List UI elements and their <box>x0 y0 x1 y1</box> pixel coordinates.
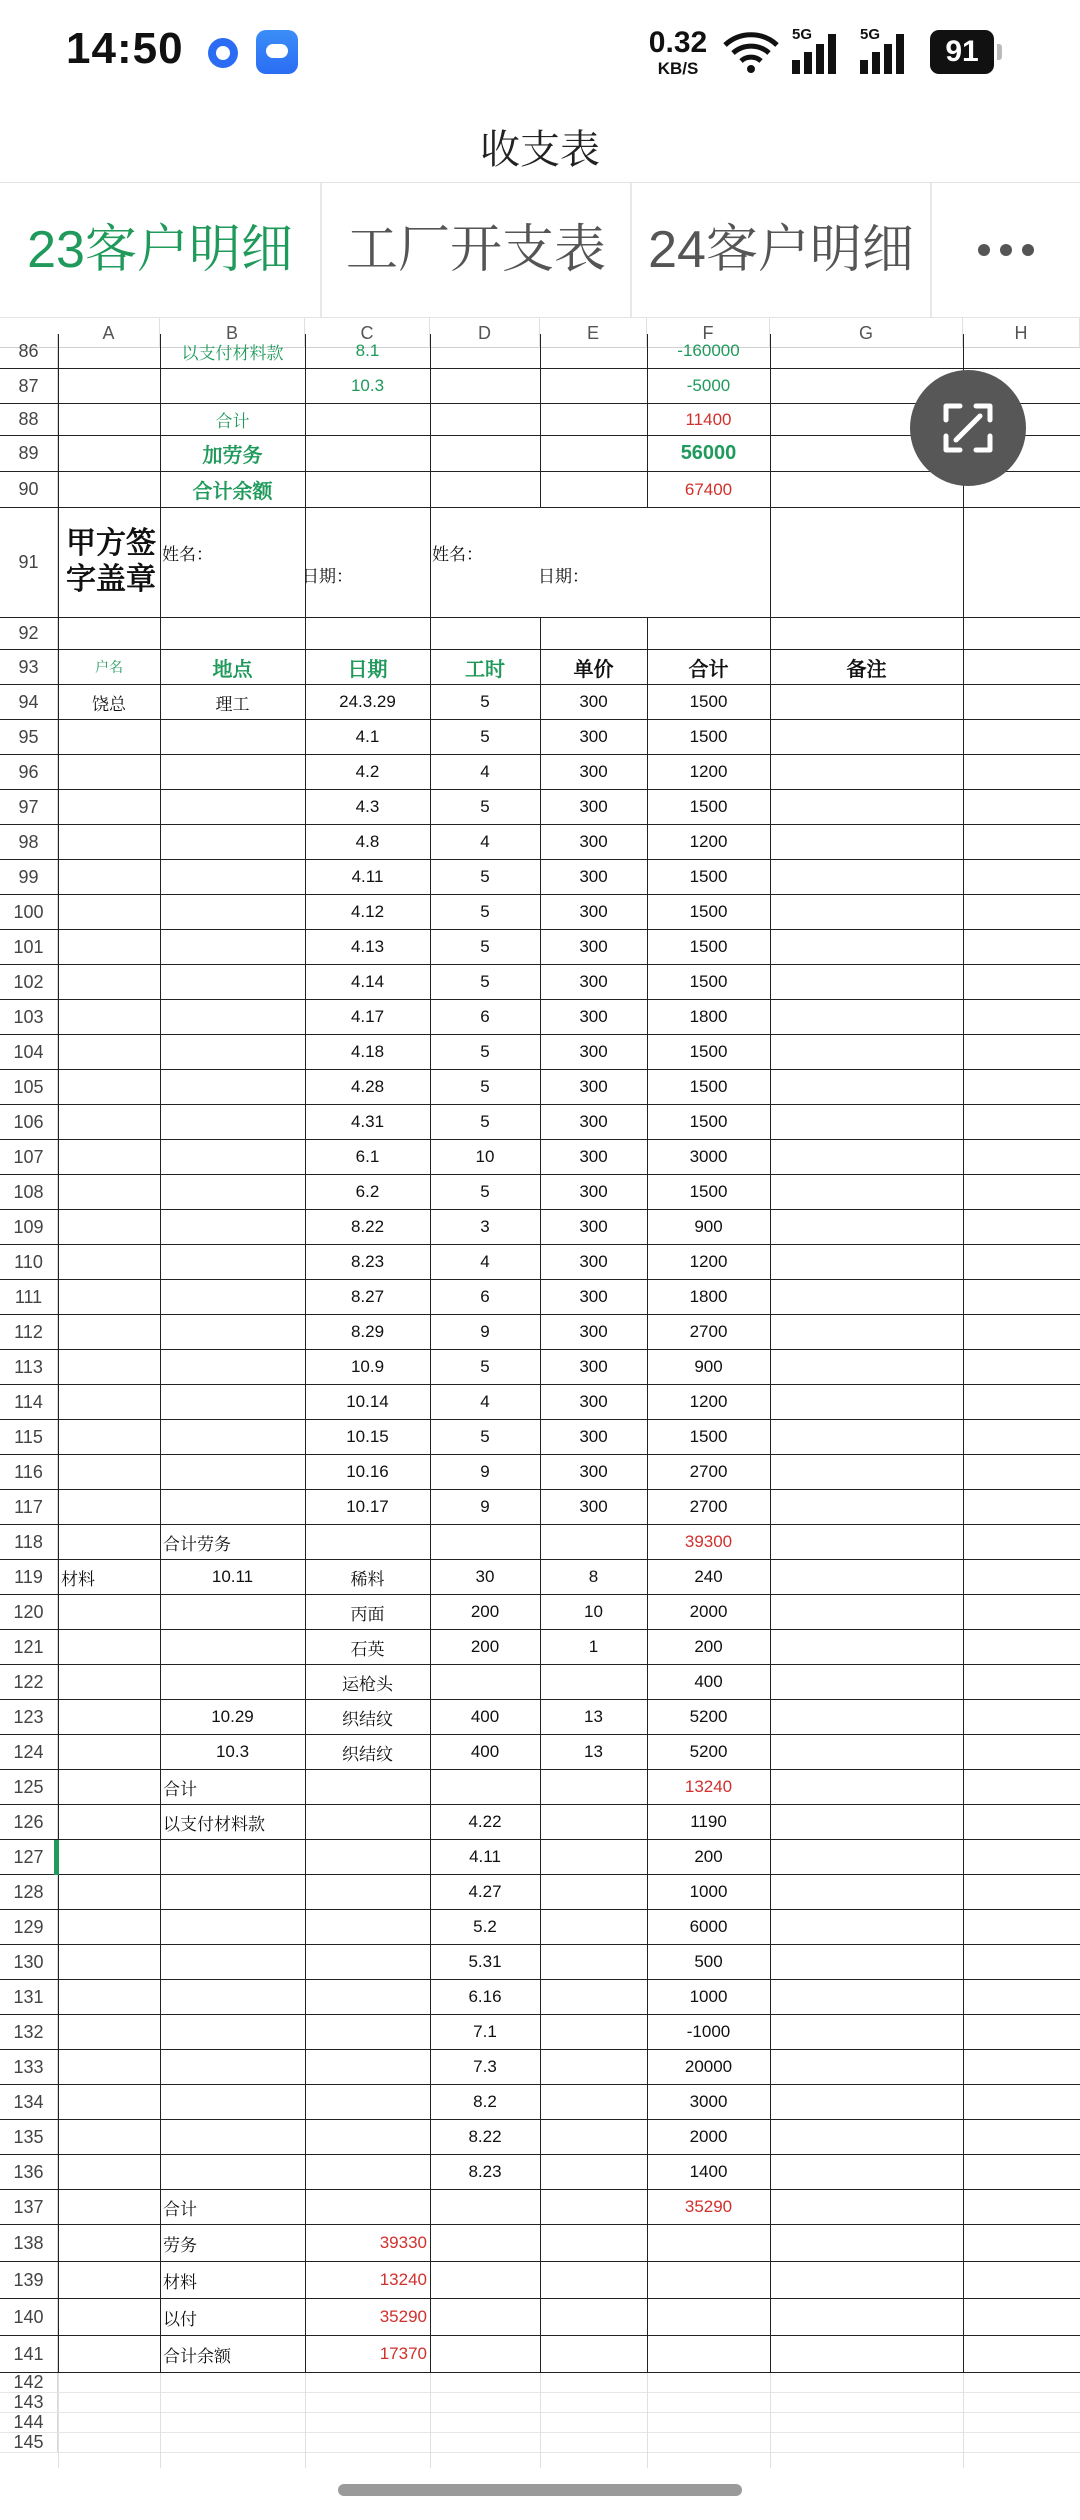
cell-d98[interactable]: 4 <box>480 832 490 851</box>
cell-e111[interactable]: 300 <box>579 1287 608 1306</box>
cell-c108[interactable]: 6.2 <box>355 1182 380 1201</box>
row-number[interactable]: 102 <box>0 965 58 999</box>
cell-f97[interactable]: 1500 <box>689 797 728 816</box>
signature-name-label: 姓名： <box>432 545 483 564</box>
status-bar <box>0 0 1080 108</box>
cell-f122[interactable]: 400 <box>694 1672 723 1691</box>
row-number[interactable]: 103 <box>0 1000 58 1034</box>
cell-c86[interactable]: 8.1 <box>355 341 380 360</box>
cell-f123[interactable]: 5200 <box>689 1707 728 1726</box>
cell-f100[interactable]: 1500 <box>689 902 728 921</box>
weather-app-icon <box>256 30 298 74</box>
row-number[interactable]: 100 <box>0 895 58 929</box>
cell-f136[interactable]: 1400 <box>689 2162 728 2181</box>
cell-a93[interactable]: 户名 <box>95 659 123 675</box>
signal-sim1-icon <box>790 26 844 74</box>
table-border <box>58 334 59 2373</box>
cell-c112[interactable]: 8.29 <box>350 1322 385 1341</box>
status-time: 14:50 <box>66 24 184 73</box>
cell-e94[interactable]: 300 <box>579 692 608 711</box>
cell-e123[interactable]: 13 <box>584 1707 603 1726</box>
row-number[interactable]: 91 <box>0 508 58 617</box>
table-border <box>305 334 306 2373</box>
cell-f128[interactable]: 1000 <box>689 1882 728 1901</box>
row-number[interactable]: 129 <box>0 1910 58 1944</box>
column-header-d[interactable]: D <box>430 318 540 348</box>
row-number[interactable]: 97 <box>0 790 58 824</box>
cell-d126[interactable]: 4.22 <box>468 1812 502 1831</box>
cell-d107[interactable]: 10 <box>475 1147 495 1166</box>
cell-f129[interactable]: 6000 <box>689 1917 728 1936</box>
cell-d119[interactable]: 30 <box>475 1567 495 1586</box>
cell-f130[interactable]: 500 <box>694 1952 723 1971</box>
row-selection-marker <box>54 1840 59 1875</box>
cell-f112[interactable]: 2700 <box>689 1322 728 1341</box>
row-number[interactable]: 88 <box>0 404 58 435</box>
row-number[interactable]: 96 <box>0 755 58 789</box>
row-number[interactable]: 133 <box>0 2050 58 2084</box>
cell-f108[interactable]: 1500 <box>689 1182 728 1201</box>
cell-e110[interactable]: 300 <box>579 1252 608 1271</box>
row-number[interactable]: 95 <box>0 720 58 754</box>
cell-d96[interactable]: 4 <box>480 762 490 781</box>
row-number[interactable]: 124 <box>0 1735 58 1769</box>
cell-f113[interactable]: 900 <box>694 1357 723 1376</box>
cell-d97[interactable]: 5 <box>480 797 490 816</box>
row-number[interactable]: 104 <box>0 1035 58 1069</box>
cell-f106[interactable]: 1500 <box>689 1112 728 1131</box>
cell-f121[interactable]: 200 <box>694 1637 723 1656</box>
cell-c121[interactable]: 石英 <box>350 1639 385 1659</box>
cell-c113[interactable]: 10.9 <box>350 1357 385 1376</box>
cell-d115[interactable]: 5 <box>480 1427 490 1446</box>
cell-b119[interactable]: 10.11 <box>211 1567 254 1586</box>
row-number[interactable]: 93 <box>0 650 58 684</box>
cell-f110[interactable]: 1200 <box>689 1252 728 1271</box>
cell-e107[interactable]: 300 <box>579 1147 608 1166</box>
cell-d133[interactable]: 7.3 <box>473 2057 497 2076</box>
cell-e102[interactable]: 300 <box>579 972 608 991</box>
row-number[interactable]: 108 <box>0 1175 58 1209</box>
cell-e109[interactable]: 300 <box>579 1217 608 1236</box>
cell-e104[interactable]: 300 <box>579 1042 608 1061</box>
cell-d128[interactable]: 4.27 <box>468 1882 502 1901</box>
cell-e112[interactable]: 300 <box>579 1322 608 1341</box>
grid-line <box>160 2373 161 2468</box>
cell-d109[interactable]: 3 <box>480 1217 490 1236</box>
cell-c117[interactable]: 10.17 <box>346 1497 389 1516</box>
cell-f109[interactable]: 900 <box>694 1217 723 1236</box>
cell-b86[interactable]: 以支付材料款 <box>181 343 284 363</box>
row-number[interactable]: 140 <box>0 2299 58 2335</box>
cell-b138[interactable]: 劳务 <box>163 2235 197 2255</box>
cell-e113[interactable]: 300 <box>579 1357 608 1376</box>
signature-label: 甲方签字盖章 <box>66 527 156 596</box>
cell-e124[interactable]: 13 <box>584 1742 603 1761</box>
cell-f125[interactable]: 13240 <box>684 1777 733 1796</box>
network-speed <box>642 28 714 77</box>
cell-d94[interactable]: 5 <box>480 692 490 711</box>
cell-c96[interactable]: 4.2 <box>355 762 380 781</box>
row-number[interactable]: 110 <box>0 1245 58 1279</box>
signal-sim2-icon <box>858 26 912 74</box>
cell-f94[interactable]: 1500 <box>689 692 728 711</box>
cell-d105[interactable]: 5 <box>480 1077 490 1096</box>
row-number[interactable]: 113 <box>0 1350 58 1384</box>
grid-line <box>963 2373 964 2468</box>
cell-b90[interactable]: 合计余额 <box>192 481 273 503</box>
row-number[interactable]: 118 <box>0 1525 58 1559</box>
table-border <box>770 334 771 2373</box>
cell-c98[interactable]: 4.8 <box>355 832 380 851</box>
cell-f93[interactable]: 合计 <box>688 658 729 681</box>
cell-f127[interactable]: 200 <box>694 1847 723 1866</box>
cell-e97[interactable]: 300 <box>579 797 608 816</box>
cell-b89[interactable]: 加劳务 <box>202 445 263 467</box>
cell-c95[interactable]: 4.1 <box>355 727 380 746</box>
column-header-h[interactable]: H <box>963 318 1080 348</box>
cell-d100[interactable]: 5 <box>480 902 490 921</box>
cell-c114[interactable]: 10.14 <box>346 1392 389 1411</box>
table-border <box>540 618 541 2373</box>
cell-e120[interactable]: 10 <box>584 1602 603 1621</box>
row-number[interactable]: 92 <box>0 618 58 649</box>
grid-line <box>305 2373 306 2468</box>
spreadsheet-grid[interactable] <box>0 318 1080 2468</box>
tab-23-customer-detail[interactable]: 23客户明细 <box>0 183 322 317</box>
battery-indicator: 91 <box>930 30 994 74</box>
cell-c104[interactable]: 4.18 <box>350 1042 385 1061</box>
table-border <box>963 334 964 2373</box>
more-icon[interactable] <box>932 183 1080 317</box>
row-number[interactable]: 112 <box>0 1315 58 1349</box>
cell-d134[interactable]: 8.2 <box>473 2092 497 2111</box>
cell-b137[interactable]: 合计 <box>163 2199 197 2219</box>
row-number[interactable]: 94 <box>0 685 58 719</box>
cell-e93[interactable]: 单价 <box>573 658 614 681</box>
row-number[interactable]: 139 <box>0 2262 58 2298</box>
row-number[interactable]: 86 <box>0 334 58 368</box>
row-number[interactable]: 141 <box>0 2336 58 2372</box>
table-border <box>647 334 648 508</box>
row-number[interactable]: 115 <box>0 1420 58 1454</box>
network-speed-value: 0.32 <box>648 26 708 59</box>
cell-f107[interactable]: 3000 <box>689 1147 728 1166</box>
cell-d120[interactable]: 200 <box>470 1602 500 1621</box>
cell-d136[interactable]: 8.23 <box>468 2162 502 2181</box>
app-notification-icon <box>208 38 238 68</box>
cell-e115[interactable]: 300 <box>579 1427 608 1446</box>
cell-c141[interactable]: 17370 <box>379 2344 427 2363</box>
cell-c99[interactable]: 4.11 <box>351 867 384 886</box>
cell-d130[interactable]: 5.31 <box>468 1952 502 1971</box>
cell-c102[interactable]: 4.14 <box>350 972 385 991</box>
cell-c105[interactable]: 4.28 <box>350 1077 385 1096</box>
column-header-b[interactable]: B <box>160 318 305 348</box>
fullscreen-button[interactable] <box>910 370 1026 486</box>
cell-d124[interactable]: 400 <box>470 1742 500 1761</box>
row-number[interactable]: 120 <box>0 1595 58 1629</box>
cell-f119[interactable]: 240 <box>694 1567 723 1586</box>
row-number[interactable]: 132 <box>0 2015 58 2049</box>
row-number[interactable]: 137 <box>0 2190 58 2224</box>
row-number[interactable]: 119 <box>0 1560 58 1594</box>
row-number[interactable]: 135 <box>0 2120 58 2154</box>
tab-24-customer-detail[interactable]: 24客户明细 <box>632 183 932 317</box>
cell-e106[interactable]: 300 <box>579 1112 608 1131</box>
row-number[interactable]: 106 <box>0 1105 58 1139</box>
cell-d132[interactable]: 7.1 <box>473 2022 497 2041</box>
row-number[interactable]: 107 <box>0 1140 58 1174</box>
cell-c97[interactable]: 4.3 <box>355 797 380 816</box>
cell-f102[interactable]: 1500 <box>689 972 728 991</box>
cell-f104[interactable]: 1500 <box>689 1042 728 1061</box>
cell-d93[interactable]: 工时 <box>465 658 505 681</box>
cell-d112[interactable]: 9 <box>480 1322 490 1341</box>
cell-c100[interactable]: 4.12 <box>350 902 385 921</box>
signature-name-label: 姓名： <box>162 545 213 564</box>
row-number[interactable]: 114 <box>0 1385 58 1419</box>
expand-icon <box>938 398 998 458</box>
cell-e100[interactable]: 300 <box>579 902 608 921</box>
cell-b141[interactable]: 合计余额 <box>163 2346 231 2366</box>
cell-f116[interactable]: 2700 <box>689 1462 728 1481</box>
row-number[interactable]: 136 <box>0 2155 58 2189</box>
cell-c109[interactable]: 8.22 <box>350 1217 385 1236</box>
cell-f131[interactable]: 1000 <box>689 1987 728 2006</box>
grid-line <box>770 2373 771 2468</box>
cell-e121[interactable]: 1 <box>588 1637 599 1656</box>
cell-c87[interactable]: 10.3 <box>350 376 385 395</box>
table-border <box>160 334 161 2373</box>
cell-e103[interactable]: 300 <box>579 1007 608 1026</box>
cell-c119[interactable]: 稀料 <box>350 1569 385 1589</box>
home-indicator[interactable] <box>338 2484 742 2496</box>
cell-c107[interactable]: 6.1 <box>355 1147 380 1166</box>
cell-c106[interactable]: 4.31 <box>350 1112 385 1131</box>
row-number[interactable]: 101 <box>0 930 58 964</box>
row-number[interactable]: 98 <box>0 825 58 859</box>
cell-d129[interactable]: 5.2 <box>473 1917 497 1936</box>
row-number[interactable]: 145 <box>0 2433 58 2452</box>
cell-e96[interactable]: 300 <box>579 762 608 781</box>
cell-d121[interactable]: 200 <box>470 1637 500 1656</box>
cell-b118[interactable]: 合计劳务 <box>163 1534 231 1554</box>
table-border <box>430 334 431 2373</box>
cell-d110[interactable]: 4 <box>480 1252 490 1271</box>
cell-f137[interactable]: 35290 <box>684 2197 733 2216</box>
cell-g93[interactable]: 备注 <box>846 658 887 681</box>
cell-d135[interactable]: 8.22 <box>468 2127 502 2146</box>
cell-f88[interactable]: 11400 <box>685 409 732 429</box>
column-header-f[interactable]: F <box>647 318 770 348</box>
cell-f124[interactable]: 5200 <box>689 1742 728 1761</box>
cell-d117[interactable]: 9 <box>480 1497 490 1516</box>
cell-d111[interactable]: 6 <box>480 1287 490 1306</box>
cell-c122[interactable]: 运枪头 <box>342 1674 393 1694</box>
cell-a94[interactable]: 饶总 <box>92 694 126 714</box>
row-number[interactable]: 144 <box>0 2413 58 2432</box>
row-number[interactable]: 90 <box>0 472 58 507</box>
cell-f117[interactable]: 2700 <box>689 1497 728 1516</box>
table-border <box>540 334 541 508</box>
row-number[interactable]: 142 <box>0 2373 58 2392</box>
row-number[interactable]: 128 <box>0 1875 58 1909</box>
row-number[interactable]: 143 <box>0 2393 58 2412</box>
row-number[interactable]: 117 <box>0 1490 58 1524</box>
cell-f111[interactable]: 1800 <box>689 1287 728 1306</box>
cell-d106[interactable]: 5 <box>480 1112 490 1131</box>
grid-line <box>540 2373 541 2468</box>
cell-d104[interactable]: 5 <box>480 1042 490 1061</box>
cell-f105[interactable]: 1500 <box>689 1077 728 1096</box>
column-header-a[interactable]: A <box>58 318 160 348</box>
row-number[interactable]: 125 <box>0 1770 58 1804</box>
cell-d116[interactable]: 9 <box>480 1462 490 1481</box>
grid-line <box>647 2373 648 2468</box>
tab-factory-expenses[interactable]: 工厂开支表 <box>322 183 632 317</box>
grid-line <box>58 2373 59 2468</box>
sim2-label: 5G <box>860 26 881 43</box>
row-number[interactable]: 134 <box>0 2085 58 2119</box>
cell-d99[interactable]: 5 <box>480 867 490 886</box>
cell-e114[interactable]: 300 <box>579 1392 608 1411</box>
row-number[interactable]: 109 <box>0 1210 58 1244</box>
row-number[interactable]: 138 <box>0 2225 58 2261</box>
cell-d131[interactable]: 6.16 <box>468 1987 502 2006</box>
cell-b94[interactable]: 理工 <box>215 694 250 714</box>
row-number[interactable]: 122 <box>0 1665 58 1699</box>
table-border <box>647 618 648 2373</box>
cell-f114[interactable]: 1200 <box>689 1392 728 1411</box>
signature-date-label: 日期： <box>538 567 589 586</box>
cell-b140[interactable]: 以付 <box>163 2309 197 2329</box>
cell-d123[interactable]: 400 <box>470 1707 500 1726</box>
sim1-label: 5G <box>792 26 813 43</box>
cell-e108[interactable]: 300 <box>579 1182 608 1201</box>
row-number[interactable]: 121 <box>0 1630 58 1664</box>
cell-f118[interactable]: 39300 <box>684 1532 733 1551</box>
cell-f126[interactable]: 1190 <box>690 1812 727 1831</box>
cell-c140[interactable]: 35290 <box>379 2307 427 2326</box>
row-number[interactable]: 105 <box>0 1070 58 1104</box>
cell-c116[interactable]: 10.16 <box>346 1462 389 1481</box>
cell-d108[interactable]: 5 <box>480 1182 490 1201</box>
cell-c94[interactable]: 24.3.29 <box>339 692 396 711</box>
cell-d114[interactable]: 4 <box>480 1392 490 1411</box>
cell-b93[interactable]: 地点 <box>212 658 253 681</box>
cell-c120[interactable]: 丙面 <box>350 1604 385 1624</box>
cell-f96[interactable]: 1200 <box>689 762 728 781</box>
cell-f95[interactable]: 1500 <box>689 727 728 746</box>
cell-c93[interactable]: 日期 <box>347 658 388 681</box>
cell-c103[interactable]: 4.17 <box>350 1007 385 1026</box>
cell-e119[interactable]: 8 <box>588 1567 599 1586</box>
cell-f87[interactable]: -5000 <box>686 376 731 395</box>
cell-d95[interactable]: 5 <box>480 727 490 746</box>
signature-row[interactable] <box>0 508 1080 618</box>
cell-f134[interactable]: 3000 <box>689 2092 728 2111</box>
row-number[interactable]: 99 <box>0 860 58 894</box>
cell-b123[interactable]: 10.29 <box>211 1707 254 1726</box>
cell-f132[interactable]: -1000 <box>686 2022 731 2041</box>
cell-e105[interactable]: 300 <box>579 1077 608 1096</box>
column-header-e[interactable]: E <box>540 318 647 348</box>
cell-f103[interactable]: 1800 <box>689 1007 728 1026</box>
cell-f135[interactable]: 2000 <box>689 2127 728 2146</box>
wifi-icon <box>722 30 780 74</box>
row-number[interactable]: 123 <box>0 1700 58 1734</box>
cell-e116[interactable]: 300 <box>579 1462 608 1481</box>
column-header-g[interactable]: G <box>770 318 963 348</box>
cell-a119[interactable]: 材料 <box>61 1569 95 1589</box>
cell-c123[interactable]: 织结纹 <box>342 1709 393 1729</box>
cell-f133[interactable]: 20000 <box>684 2057 733 2076</box>
row-number[interactable]: 111 <box>0 1280 58 1314</box>
cell-e101[interactable]: 300 <box>579 937 608 956</box>
cell-d113[interactable]: 5 <box>480 1357 490 1376</box>
cell-b126[interactable]: 以支付材料款 <box>163 1814 265 1834</box>
cell-d101[interactable]: 5 <box>480 937 490 956</box>
cell-e99[interactable]: 300 <box>579 867 608 886</box>
row-number[interactable]: 130 <box>0 1945 58 1979</box>
cell-e117[interactable]: 300 <box>579 1497 608 1516</box>
cell-d102[interactable]: 5 <box>480 972 490 991</box>
row-number[interactable]: 87 <box>0 369 58 403</box>
cell-f101[interactable]: 1500 <box>689 937 728 956</box>
cell-c111[interactable]: 8.27 <box>350 1287 385 1306</box>
cell-e98[interactable]: 300 <box>579 832 608 851</box>
row-number[interactable]: 127 <box>0 1840 58 1874</box>
network-speed-unit: KB/S <box>657 59 699 78</box>
cell-c110[interactable]: 8.23 <box>350 1252 385 1271</box>
document-title: 收支表 <box>480 128 600 172</box>
row-number[interactable]: 89 <box>0 436 58 471</box>
grid-line <box>430 2373 431 2468</box>
cell-f90[interactable]: 67400 <box>684 479 733 499</box>
cell-b125[interactable]: 合计 <box>163 1779 197 1799</box>
cell-c124[interactable]: 织结纹 <box>342 1744 393 1764</box>
cell-f99[interactable]: 1500 <box>689 867 728 886</box>
cell-b88[interactable]: 合计 <box>215 412 250 431</box>
cell-d103[interactable]: 6 <box>480 1007 490 1026</box>
cell-f115[interactable]: 1500 <box>689 1427 728 1446</box>
row-number[interactable]: 131 <box>0 1980 58 2014</box>
cell-f89[interactable]: 56000 <box>680 442 737 464</box>
cell-b139[interactable]: 材料 <box>163 2272 197 2292</box>
cell-c115[interactable]: 10.15 <box>346 1427 389 1446</box>
sheet-tab-bar <box>0 182 1080 318</box>
cell-b124[interactable]: 10.3 <box>215 1742 250 1761</box>
signature-date-label: 日期： <box>302 567 353 586</box>
cell-e95[interactable]: 300 <box>579 727 608 746</box>
cell-d127[interactable]: 4.11 <box>469 1847 501 1866</box>
column-header-c[interactable]: C <box>305 318 430 348</box>
cell-c138[interactable]: 39330 <box>379 2233 427 2252</box>
row-number[interactable]: 126 <box>0 1805 58 1839</box>
cell-f120[interactable]: 2000 <box>689 1602 728 1621</box>
row-number[interactable]: 116 <box>0 1455 58 1489</box>
cell-c101[interactable]: 4.13 <box>350 937 385 956</box>
cell-c139[interactable]: 13240 <box>379 2270 427 2289</box>
cell-f86[interactable]: -160000 <box>677 341 740 360</box>
cell-f98[interactable]: 1200 <box>689 832 728 851</box>
